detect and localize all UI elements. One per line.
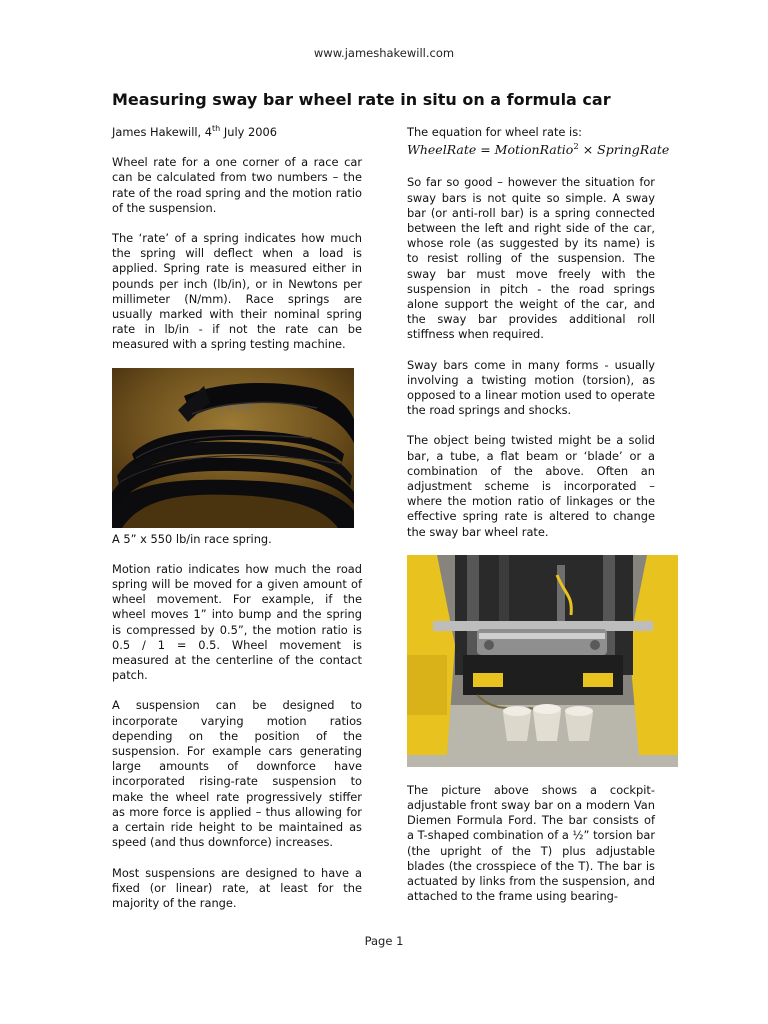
page-number: Page 1 [364, 934, 404, 948]
right-column [407, 125, 670, 920]
svg-text:5 5 550: 5 5 550 [217, 401, 253, 416]
figure-caption: A 5” x 550 lb/in race spring. [112, 531, 272, 546]
paragraph: Sway bars come in many forms - usually involving a twisting motion (torsion), as opposed to a linear motion used to operate the road springs and shocks. [407, 357, 655, 418]
paragraph: So far so good – however the situation for sway bars is not quite so simple. A sway bar (or anti-roll bar) is a spring connected between the left and right side of the car, whose role (as suggested by its name) is to resist rolling of the suspension. The sway bar must move freely with the suspension in pitch - the road springs alone support the weight of the car, and the sway bar provides additional roll stiffness when required. [407, 175, 655, 342]
page-title: Measuring sway bar wheel rate in situ on a formula car [112, 90, 611, 109]
race-spring-photo [112, 368, 354, 528]
paragraph: Wheel rate for a one corner of a race car can be calculated from two numbers – the rate of the road spring and the motion ratio of the suspension. [112, 155, 362, 215]
paragraph: The picture above shows a cockpit-adjustable front sway bar on a modern Van Diemen Formula Ford. The bar consists of a T-shaped combination of a ½” torsion bar (the upright of the T) plus adjustable blades (the crosspiece of the T). The bar is actuated by links from the suspension, and attached to the frame using bearing- [407, 782, 655, 904]
equation-intro: The equation for wheel rate is: [407, 125, 582, 139]
wheel-rate-equation: WheelRate = MotionRatio$^2$ × SpringRate [407, 142, 670, 158]
paragraph: The object being twisted might be a solid bar, a tube, a flat beam or ‘blade’ or a combination of the above. Often an adjustment scheme is incorporated – where the motion ratio of linkages or the effective spring rate is altered to change the sway bar wheel rate. [407, 433, 655, 539]
byline: James Hakewill, 4th July 2006 [112, 124, 277, 139]
paragraph: A suspension can be designed to incorporate varying motion ratios depending on the position of the suspension. For example cars generating large amounts of downforce have incorporated rising-rate suspension to make the wheel rate progressively stiffer as more force is applied – thus allowing for a certain ride height to be maintained as speed (and thus downforce) increases. [112, 698, 362, 850]
header-url: www.jameshakewill.com [313, 46, 455, 60]
formula-ford-sway-bar-photo [407, 555, 678, 767]
paragraph: Most suspensions are designed to have a fixed (or linear) rate, at least for the majority of the range. [112, 865, 362, 910]
paragraph: The ‘rate’ of a spring indicates how much the spring will deflect when a load is applied. Spring rate is measured either in pounds per inch (lb/in), or in Newtons per millimeter (N/mm). Race springs are usually marked with their nominal spring rate in lb/in - if not the rate can be measured with a spring testing machine. [112, 231, 362, 352]
paragraph: Motion ratio indicates how much the road spring will be moved for a given amount of wheel movement. For example, if the wheel moves 1” into bump and the spring is compressed by 0.5”, the motion ratio is 0.5 / 1 = 0.5. Wheel movement is measured at the centerline of the contact patch. [112, 561, 362, 683]
left-column [112, 125, 362, 926]
